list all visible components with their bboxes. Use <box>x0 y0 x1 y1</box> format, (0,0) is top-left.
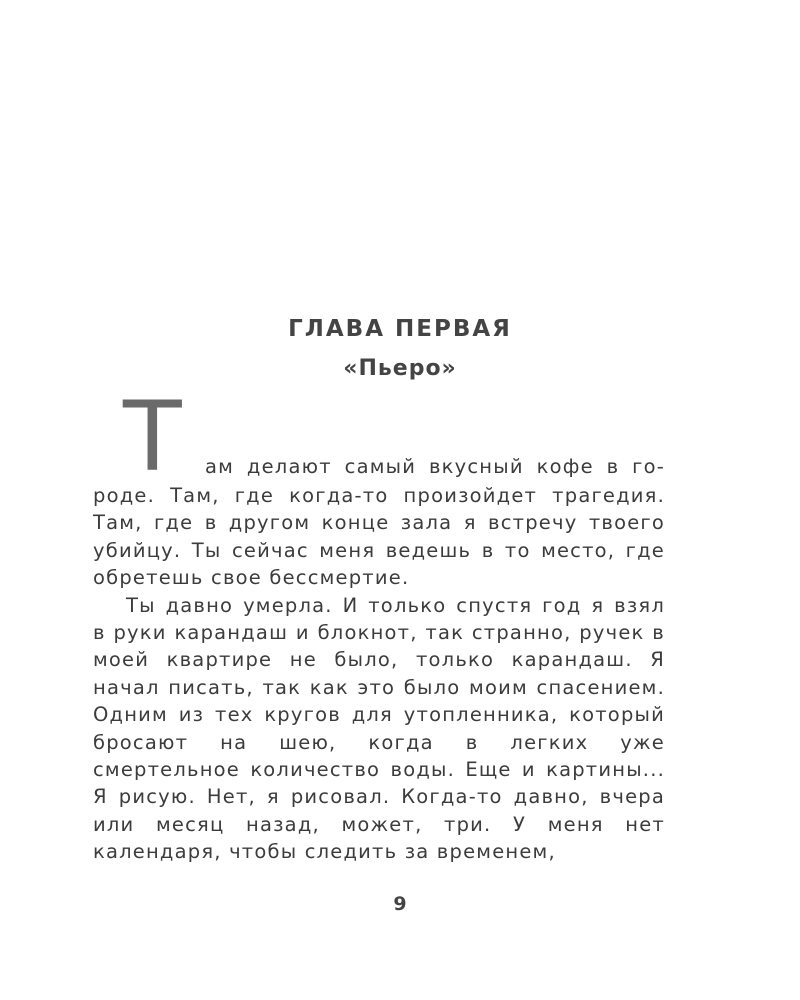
chapter-subtitle: «Пьеро» <box>343 356 457 381</box>
drop-cap: Т <box>123 381 183 493</box>
paragraph-2: Ты давно умерла. И только спустя год я взял в руки карандаш и блокнот, так странно, ручек в моей квартире не было, только карандаш. Я начал писать, так как это было моим спасением. Одним из тех кругов для утопленника, который бросают на шею, когда в легких уже смертельное количество воды. Еще и картины... Я рисую. Нет, я рисовал. Когда-то давно, вчера или месяц назад, может, три. У меня нет календаря, чтобы следить за временем, <box>93 593 665 864</box>
body-text <box>93 381 665 866</box>
page-number: 9 <box>393 893 407 915</box>
first-line-text: ам делают самый вкусный кофе в го- <box>205 454 665 478</box>
first-line <box>93 381 665 493</box>
chapter-title: ГЛАВА ПЕРВАЯ <box>288 316 512 342</box>
paragraph-1: роде. Там, где когда-то произойдет трагедия. Там, где в другом конце зала я встречу твоего убийцу. Ты сейчас меня ведешь в то место, где обретешь свое бессмертие. <box>93 484 665 590</box>
